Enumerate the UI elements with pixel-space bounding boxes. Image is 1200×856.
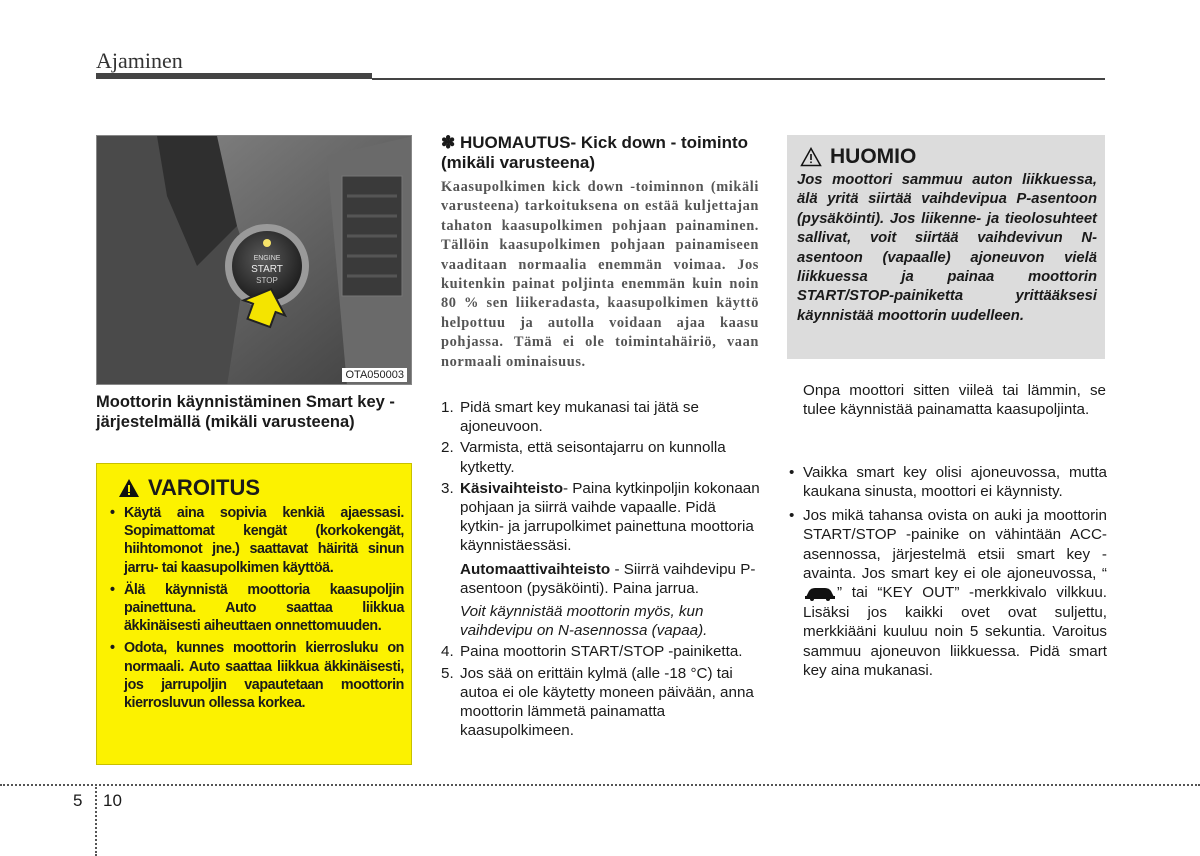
caution-triangle-icon <box>800 147 822 167</box>
button-label-engine: ENGINE <box>253 255 281 262</box>
start-steps <box>441 398 761 742</box>
bullet-2-text-b: ” tai “KEY OUT” -merkkivalo vilkkuu. Lisäksi jos kaikki ovet ovat suljettu, merkkiääni kuuluu noin 5 sekuntia. Varoitus sammuu ajoneuvon liikkuessa. Pidä smart key aina mukanasi. <box>803 584 1107 680</box>
note-body: Kaasupolkimen kick down -toiminnon (mikäli varusteena) tarkoituksena on estää kuljettajan tahaton kaasupolkimen pohjaan painaminen. Tällöin kaasupolkimen pohjaan painamiseen vaaditaan normaalia enemmän voimaa. Jos kuitenkin painat poljinta enemmän kuin noin 80 % sen liikeradasta, kaasupolkimen käyttö helpottuu ja autolla voidaan ajaa kaasu pohjassa. Tämä ei ole toimintahäiriö, vaan normaali ominaisuus. <box>441 179 759 370</box>
step-item: 4. Paina moottorin START/STOP -painiketta. <box>441 643 743 661</box>
step-item: 2. Varmista, että seisontajarru on kunnolla kytketty. <box>441 439 726 476</box>
engine-button-illustration <box>97 136 412 385</box>
footer-dotted-divider <box>95 784 97 856</box>
step-item: 3. Käsivaihteisto- Paina kytkinpoljin kokonaan pohjaan ja siirrä vaihde vapaalle. Pidä kytkin- ja jarrupolkimet painettuna moottoria käynnistäessäsi. Automaattivaihteisto - Siirrä vaihdevipu P-asentoon (pysäköinti). Paina jarrua. Voit käynnistää moottorin myös, kun vaihdevipu on N-asennossa (vapaa). <box>441 479 760 640</box>
right-bullets <box>787 463 1107 684</box>
section-title: Ajaminen <box>96 48 183 73</box>
note-symbol-icon: ✽ <box>441 133 456 152</box>
caution-title-text: HUOMIO <box>830 145 917 168</box>
button-label-stop: STOP <box>256 276 278 285</box>
warning-item: • Älä käynnistä moottoria kaasupoljin painettuna. Auto saattaa liikkua äkkinäisesti aiheuttaen onnettomuuden. <box>104 581 404 636</box>
warning-title-text: VAROITUS <box>148 475 261 500</box>
chapter-number: 5 <box>73 791 83 810</box>
step-item: 1. Pidä smart key mukanasi tai jätä se ajoneuvoon. <box>441 399 699 436</box>
page-number: 10 <box>103 791 122 810</box>
header-rule-thick <box>96 73 372 79</box>
right-paragraph: Onpa moottori sitten viileä tai lämmin, se tulee käynnistää painamatta kaasupoljinta. <box>803 382 1106 419</box>
key-out-car-icon <box>803 585 837 601</box>
warning-item: • Käytä aina sopivia kenkiä ajaessasi. Sopimattomat kengät (korkokengät, hiihtomonot jne.) saattavat häiritä sinun jarru- tai kaasupolkimen käyttöä. <box>104 504 404 577</box>
bullet-item <box>787 506 1107 681</box>
step-4-text: Paina moottorin START/STOP -painiketta. <box>460 643 743 661</box>
step-5-text: Jos sää on erittäin kylmä (alle -18 °C) tai autoa ei ole käytetty moneen päivään, anna moottorin lämmetä painamatta kaasupolkimeen. <box>460 664 754 740</box>
bullet-item: • Vaikka smart key olisi ajoneuvossa, mutta kaukana sinusta, moottori ei käynnisty. <box>787 463 1107 502</box>
step-3-auto-text: - Siirrä vaihdevipu P-asentoon (pysäköinti). Paina jarrua. <box>460 560 756 597</box>
step-1-text: Pidä smart key mukanasi tai jätä se ajoneuvoon. <box>460 399 699 436</box>
left-heading: Moottorin käynnistäminen Smart key -järjestelmällä (mikäli varusteena) <box>96 393 395 431</box>
step-3-auto-label: Automaattivaihteisto <box>460 560 611 578</box>
engine-start-figure <box>96 135 412 385</box>
figure-code: OTA050003 <box>342 368 407 382</box>
warning-item: • Odota, kunnes moottorin kierrosluku on normaali. Auto saattaa liikkua äkkinäisesti, jos jarrupoljin vapautetaan moottorin kierrosluvun ollessa korkea. <box>104 639 404 712</box>
footer-dotted-rule <box>0 784 1200 786</box>
step-3-note <box>460 602 761 640</box>
step-3-text: - Paina kytkinpoljin kokonaan pohjaan ja siirrä vaihde vapaalle. Pidä kytkin- ja jarrupolkimet painettuna moottoria käynnistäessäsi. <box>460 479 760 555</box>
button-label-start: START <box>251 264 283 275</box>
warning-triangle-icon <box>118 478 140 498</box>
caution-title <box>800 145 916 169</box>
note-title: HUOMAUTUS- Kick down - toiminto (mikäli varusteena) <box>441 133 749 172</box>
bullet-2-text-a: Jos mikä tahansa ovista on auki ja moottorin START/STOP -painike on vähintään ACC-asennossa, järjestelmä etsii smart key -avainta. Jos smart key ei ole ajoneuvossa, “ <box>803 506 1107 583</box>
caution-body: Jos moottori sammuu auton liikkuessa, älä yritä siirtää vaihdevipua P-asentoon (pysäköinti). Jos liikenne- ja tieolosuhteet sallivat, voit siirtää vaihdevivun N-asentoon (vapaalle) ajoneuvon vielä liikkuessa ja painaa moottorin START/STOP-painiketta yrittääksesi käynnistää moottorin uudelleen. <box>797 172 1097 324</box>
step-2-text: Varmista, että seisontajarru on kunnolla kytketty. <box>460 439 726 476</box>
step-3-italic: Voit käynnistää moottorin myös, kun vaihdevipu on N-asennossa (vapaa). <box>460 603 708 640</box>
step-3-automatic <box>460 560 761 598</box>
header-rule-thin <box>372 78 1105 80</box>
step-item: 5. Jos sää on erittäin kylmä (alle -18 °C) tai autoa ei ole käytetty moneen päivään, anna moottorin lämmetä painamatta kaasupolkimeen. <box>441 664 754 740</box>
warning-list <box>104 504 404 716</box>
step-3-manual-label: Käsivaihteisto <box>460 479 563 497</box>
warning-title <box>118 475 260 501</box>
note-heading <box>441 133 761 173</box>
